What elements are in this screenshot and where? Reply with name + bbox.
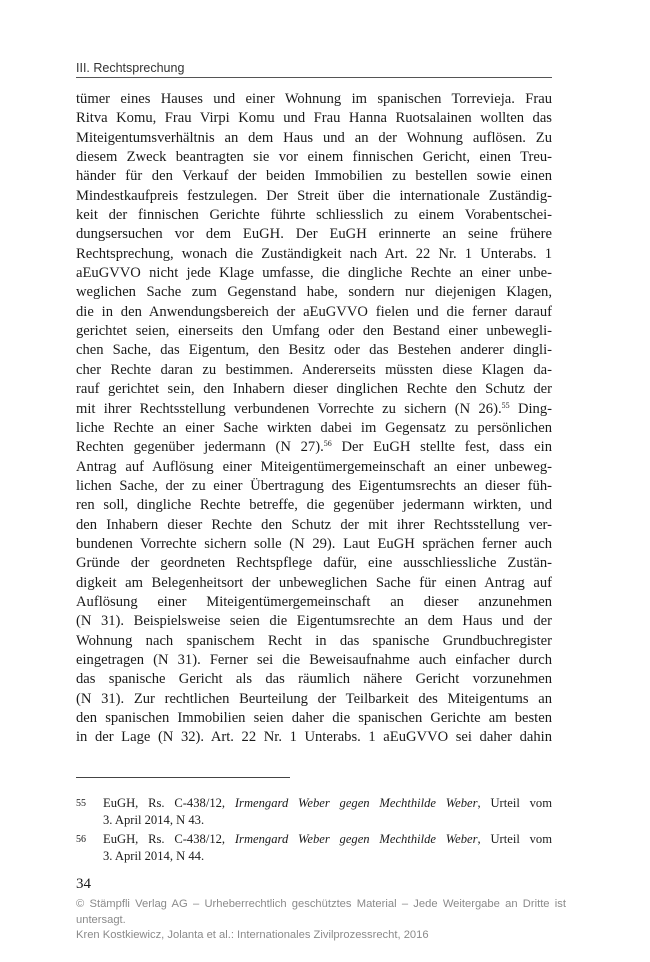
footnote-line: 3. April 2014, N 44.: [103, 849, 205, 863]
body-line: keit der finnischen Gerichte führte schliesslich zu einem Vorabentschei-: [76, 207, 552, 224]
body-line: Gründe der geordneten Rechtspflege dafür, eine ausschliessliche Zustän-: [76, 555, 552, 572]
footnote-number: 55: [76, 798, 86, 809]
header-rule: [76, 77, 552, 78]
body-line: die in den Anwendungsbereich der aEuGVVO fielen und die ferner darauf: [76, 303, 552, 320]
body-line: den spanischen Immobilien seien daher die spanischen Gerichte am besten: [76, 710, 552, 726]
body-line: Ritva Komu, Frau Virpi Komu und Frau Hanna Ruotsalainen wollten das: [76, 110, 552, 127]
footnote-body: [103, 831, 552, 865]
body-line: das spanische Gericht als das räumlich nähere Gericht vorzunehmen: [76, 671, 552, 688]
body-line-text: Der EuGH stellte fest, dass ein: [331, 439, 552, 456]
footnote-case-name: Irmengard Weber gegen Mechthilde Weber: [234, 832, 478, 846]
footnote-line: 3. April 2014, N 43.: [103, 813, 205, 827]
copyright-line: untersagt.: [76, 913, 126, 926]
body-line: eingetragen (N 31). Ferner sei die Beweisaufnahme auch einfacher durch: [76, 651, 552, 668]
copyright-notice: [76, 897, 566, 944]
body-text: [76, 90, 552, 748]
body-line: Mindestkaufpreis festzulegen. Der Streit über die internationale Zuständig-: [76, 187, 552, 204]
body-line: rauf gerichtet sein, den Inhabern dieser dinglichen Rechte den Schutz der: [76, 381, 552, 398]
body-line-text: Rechten gegenüber jedermann (N 27).: [76, 439, 324, 456]
body-line-text: mit ihrer Rechtsstellung verbundenen Vorrechte zu sichern (N 26).: [76, 400, 502, 417]
footnote-citation: EuGH, Rs. C-438/12,: [103, 832, 235, 846]
body-line: Antrag auf Auflösung einer Miteigentümergemeinschaft an einer unbeweg-: [76, 458, 552, 475]
body-line: Miteigentumsverhältnis an dem Haus und an der Wohnung auflösen. Zu: [76, 129, 552, 146]
body-line: Auflösung einer Miteigentümergemeinschaft an dieser anzunehmen: [76, 593, 552, 610]
body-line: cher Rechte daran zu bestimmen. Andererseits müssten diese Klagen da-: [76, 361, 552, 378]
body-line: weglichen Sache zum Gegenstand habe, sondern nur diejenigen Klagen,: [76, 284, 552, 301]
body-line: Rechtsprechung, wonach die Zuständigkeit nach Art. 22 Nr. 1 Unterabs. 1: [76, 245, 552, 262]
footnote-line: [103, 795, 552, 812]
body-line-text: Ding-: [509, 400, 552, 417]
copyright-line: Kren Kostkiewicz, Jolanta et al.: Internationales Zivilprozessrecht, 2016: [76, 929, 429, 941]
body-line: tümer eines Hauses und einer Wohnung im spanischen Torrevieja. Frau: [76, 91, 552, 107]
body-line: bundenen Vorrechte sichern solle (N 29). Laut EuGH sprächen ferner auch: [76, 535, 552, 552]
page-number: 34: [76, 876, 91, 892]
body-line: ren soll, dingliche Rechte betreffe, die gegenüber jedermann wirkten, und: [76, 497, 552, 514]
body-line: den Inhabern dieser Rechte den Schutz der mit ihrer Rechtsstellung ver-: [76, 516, 552, 533]
footnote-citation: EuGH, Rs. C-438/12,: [103, 796, 235, 810]
body-line: lichen Sache, der zu einer Übertragung des Eigentumsrechts an dieser füh-: [76, 477, 552, 494]
body-line: gerichtet seien, einerseits den Umfang oder den Bestand einer unbewegli-: [76, 323, 552, 340]
body-line: diesem Zweck beantragten sie vor einem finnischen Gericht, einen Treu-: [76, 149, 552, 166]
footnote-number: 56: [76, 834, 86, 845]
body-line: liche Rechte an einer Sache wirkten dabei im Gegensatz zu persönlichen: [76, 419, 552, 436]
body-line-fn55: [76, 400, 552, 419]
footnote-ref-56[interactable]: 56: [323, 439, 332, 449]
body-line-fn56: [76, 438, 552, 457]
body-line: dungsersuchen vor dem EuGH. Der EuGH erinnerte an seine frühere: [76, 226, 552, 243]
footnote-case-name: Irmengard Weber gegen Mechthilde Weber: [234, 796, 478, 810]
copyright-line: © Stämpfli Verlag AG – Urheberrechtlich geschütztes Material – Jede Weitergabe an Dritte ist: [76, 898, 566, 910]
body-line: (N 31). Beispielsweise seien die Eigentumsrechte an dem Haus und der: [76, 613, 552, 630]
body-line: chen Sache, das Eigentum, den Besitz oder das Bestehen anderer dingli-: [76, 342, 552, 359]
footnote-body: [103, 795, 552, 829]
body-line: in der Lage (N 32). Art. 22 Nr. 1 Unterabs. 1 aEuGVVO sei daher dahin: [76, 729, 552, 746]
body-line: Wohnung nach spanischem Recht in das spanische Grundbuchregister: [76, 632, 552, 649]
footnote-line: [103, 831, 552, 848]
footnote-rule: [76, 777, 290, 778]
footnote-citation-end: , Urteil vom: [477, 832, 552, 846]
footnote-ref-55[interactable]: 55: [501, 400, 510, 410]
body-line: händer für den Verkauf der beiden Immobilien zu bestellen sowie einen: [76, 168, 552, 185]
body-line: (N 31). Zur rechtlichen Beurteilung der Teilbarkeit des Miteigentums an: [76, 690, 552, 707]
body-line: aEuGVVO nicht jede Klage umfasse, die dingliche Rechte an einer unbe-: [76, 265, 552, 282]
footnote-citation-end: , Urteil vom: [477, 796, 552, 810]
running-header: III. Rechtsprechung: [76, 61, 185, 75]
body-line: digkeit am Belegenheitsort der unbeweglichen Sache für einen Antrag auf: [76, 574, 552, 591]
